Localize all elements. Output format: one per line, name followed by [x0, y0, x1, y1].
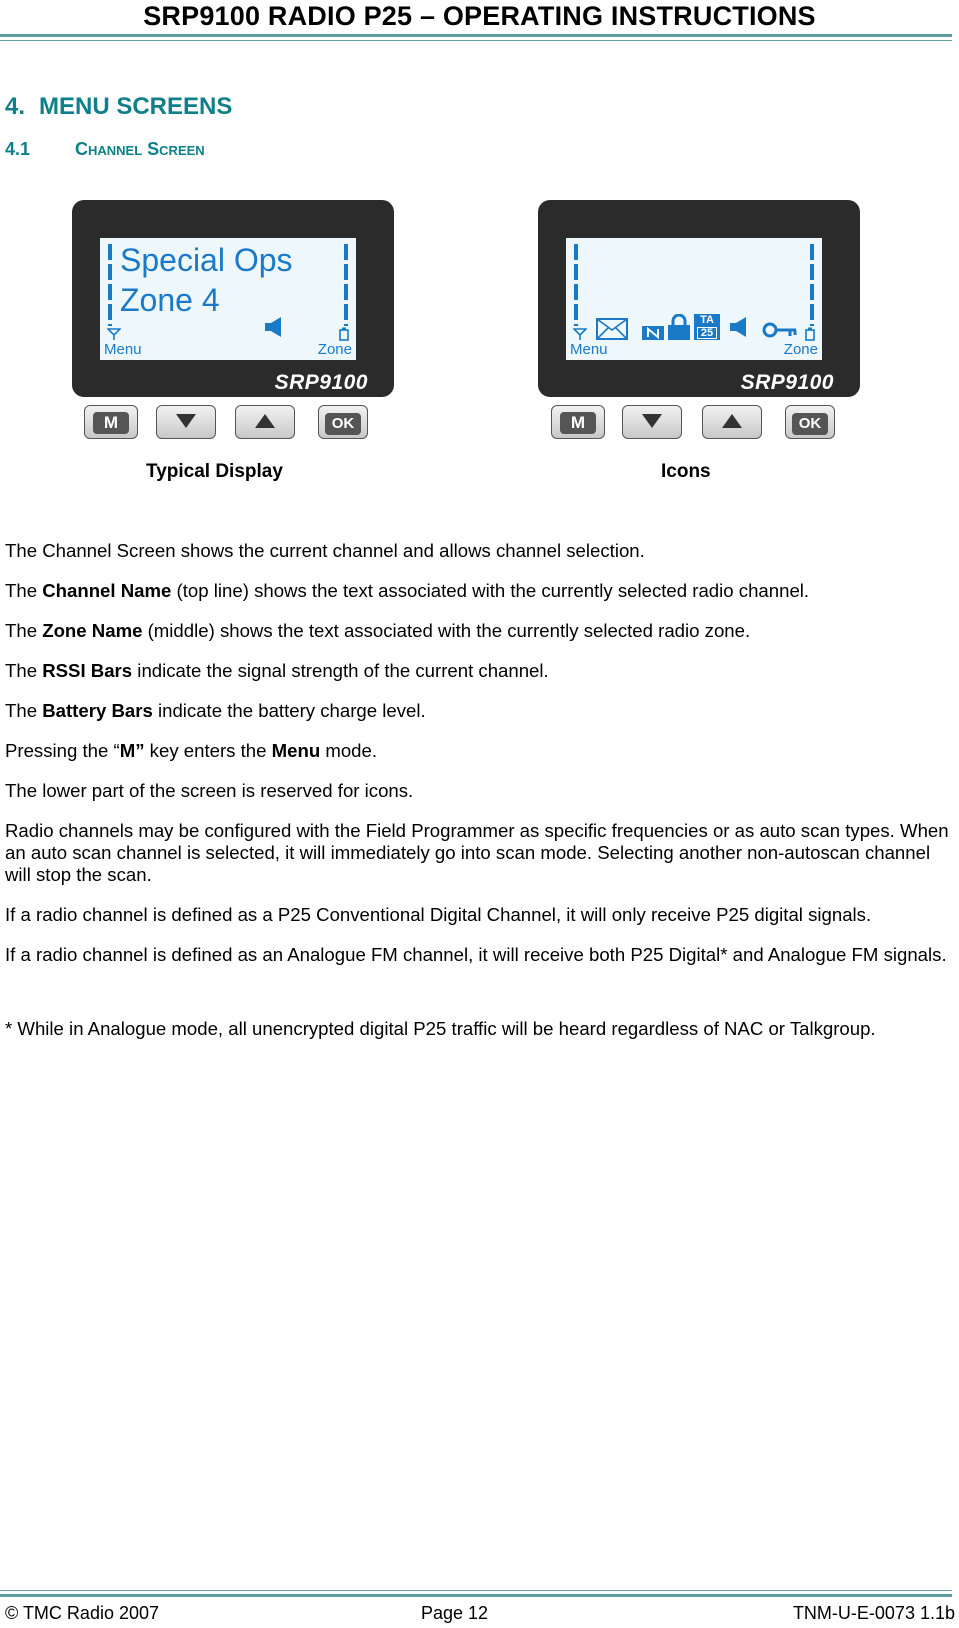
subsection-heading [5, 139, 205, 160]
ta25-icon [694, 314, 720, 340]
down-button[interactable] [622, 405, 682, 439]
down-button[interactable] [156, 405, 216, 439]
battery-bars [344, 244, 348, 326]
paragraph: The Battery Bars indicate the battery charge level. [5, 700, 426, 721]
footer-rule [0, 1594, 952, 1597]
m-button[interactable] [551, 405, 605, 439]
battery-bars [810, 244, 814, 326]
footer-document-id: TNM-U-E-0073 1.1b [792, 1603, 955, 1623]
p25-label: 25 [697, 327, 717, 339]
zone-name: Zone 4 [120, 282, 220, 318]
speaker-icon [263, 316, 285, 338]
paragraph: The RSSI Bars indicate the signal strength of the current channel. [5, 660, 549, 681]
softkey-menu-label: Menu [104, 341, 142, 358]
radio-display-typical [72, 200, 394, 397]
footnote: * While in Analogue mode, all unencrypted digital P25 traffic will be heard regardless of NAC or Talkgroup. [5, 1018, 876, 1039]
speaker-icon [728, 316, 750, 338]
lcd-screen [100, 238, 356, 360]
footer-rule-thin [0, 1590, 952, 1591]
lock-icon [667, 314, 691, 340]
m-button[interactable] [84, 405, 138, 439]
page-header-title: SRP9100 RADIO P25 – OPERATING INSTRUCTIONS [143, 1, 816, 31]
caption-icons: Icons [661, 461, 711, 482]
battery-icon [805, 327, 815, 341]
down-arrow-icon [642, 414, 662, 428]
antenna-icon [573, 328, 587, 340]
paragraph: Pressing the “M” key enters the Menu mode. [5, 740, 378, 761]
ok-button[interactable] [785, 405, 835, 439]
section-number: 4. [5, 93, 26, 120]
n-icon [642, 326, 664, 340]
header-rule [0, 34, 952, 37]
rssi-bars [574, 244, 578, 326]
paragraph: The Channel Name (top line) shows the text associated with the currently selected radio channel. [5, 580, 810, 601]
softkey-menu-label: Menu [570, 341, 608, 358]
section-heading [5, 93, 232, 121]
ok-button-label: OK [325, 413, 361, 435]
m-button-label: M [93, 412, 129, 434]
caption-typical-display: Typical Display [146, 461, 283, 482]
header-rule-thin [0, 40, 952, 41]
up-arrow-icon [722, 414, 742, 428]
paragraph: The lower part of the screen is reserved for icons. [5, 780, 414, 801]
radio-display-icons [538, 200, 860, 397]
brand-label: SRP9100 [274, 371, 368, 394]
lcd-screen-icons [566, 238, 822, 360]
footer-copyright: © TMC Radio 2007 [5, 1603, 160, 1623]
ok-button[interactable] [318, 405, 368, 439]
softkey-zone-label: Zone [783, 341, 818, 358]
rssi-bars [108, 244, 112, 326]
paragraph: If a radio channel is defined as a P25 Conventional Digital Channel, it will only receive P25 digital signals. [5, 904, 872, 925]
ta-label: TA [700, 314, 714, 326]
up-arrow-icon [255, 414, 275, 428]
paragraph: The Zone Name (middle) shows the text associated with the currently selected radio zone. [5, 620, 751, 641]
m-button-label: M [560, 412, 596, 434]
paragraph: The Channel Screen shows the current channel and allows channel selection. [5, 540, 645, 561]
section-title: MENU SCREENS [39, 93, 233, 120]
key-icon [762, 322, 798, 338]
brand-label: SRP9100 [740, 371, 834, 394]
footer-page-number: Page 12 [421, 1603, 489, 1623]
softkey-zone-label: Zone [317, 341, 352, 358]
up-button[interactable] [235, 405, 295, 439]
down-arrow-icon [176, 414, 196, 428]
ok-button-label: OK [792, 413, 828, 435]
paragraph: If a radio channel is defined as an Analogue FM channel, it will receive both P25 Digital* and Analogue FM signals. [5, 944, 947, 965]
paragraph: Radio channels may be configured with the Field Programmer as specific frequencies or as auto scan types. When an auto scan channel is selected, it will immediately go into scan mode. Selecting another non-autoscan channel will stop the scan. [5, 820, 949, 885]
subsection-title: Channel Screen [75, 139, 205, 159]
body-text [5, 540, 950, 1058]
channel-name: Special Ops [120, 242, 293, 278]
envelope-icon [596, 318, 628, 340]
subsection-number: 4.1 [5, 139, 31, 159]
battery-icon [339, 327, 349, 341]
antenna-icon [107, 328, 121, 340]
up-button[interactable] [702, 405, 762, 439]
